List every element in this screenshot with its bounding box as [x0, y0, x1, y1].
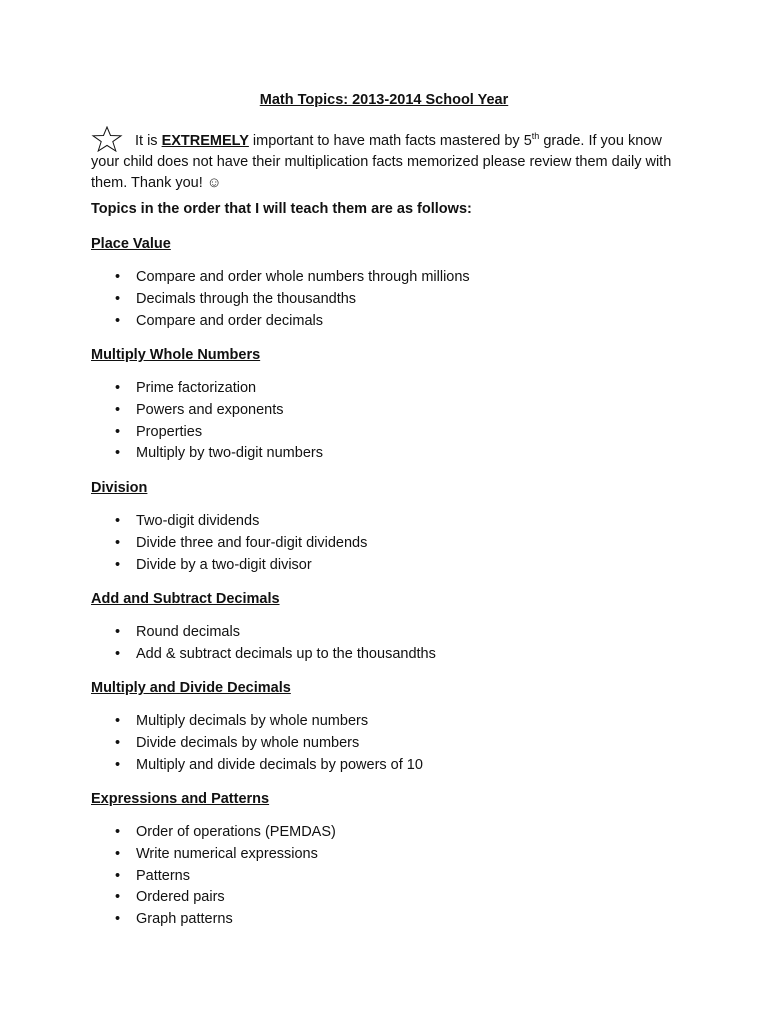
section-add-subtract-decimals [91, 590, 691, 666]
list-item-text: Decimals through the thousandths [136, 290, 357, 307]
bullet: • [115, 824, 121, 840]
list-item [91, 378, 691, 400]
section-heading: Place Value [91, 236, 171, 252]
section-place-value [91, 235, 691, 332]
bullet: • [115, 401, 121, 418]
section-heading: Multiply and Divide Decimals [91, 680, 291, 696]
section-heading: Add and Subtract Decimals [91, 591, 280, 607]
list-item-text: Ordered pairs [136, 889, 225, 906]
topics-intro: Topics in the order that I will teach them are as follows: [91, 201, 472, 217]
list-item-text: Properties [136, 423, 203, 440]
intro-text-part2: important to have math facts mastered by 5 [248, 133, 532, 149]
list-item [91, 711, 691, 733]
list-item [91, 267, 691, 289]
bullet: • [115, 423, 121, 440]
list-item [91, 511, 691, 533]
bullet: • [115, 312, 121, 329]
list-item-text: Patterns [136, 867, 190, 884]
bullet: • [115, 645, 121, 662]
list-item-text: Compare and order whole numbers through millions [136, 269, 470, 285]
section-list [91, 711, 691, 776]
list-item-text: Divide decimals by whole numbers [136, 734, 360, 751]
bullet: • [115, 534, 121, 551]
section-list [91, 511, 691, 576]
section-multiply-divide-decimals [91, 679, 691, 776]
bullet: • [115, 889, 121, 906]
intro-emphasis: EXTREMELY [161, 133, 249, 149]
bullet: • [115, 269, 121, 285]
list-item-text: Graph patterns [136, 911, 233, 928]
list-item [91, 289, 691, 311]
list-item [91, 755, 691, 777]
list-item [91, 533, 691, 555]
list-item [91, 422, 691, 444]
list-item-text: Divide three and four-digit dividends [136, 534, 368, 551]
bullet: • [115, 734, 121, 751]
section-expressions-patterns [91, 790, 691, 931]
star-icon [91, 126, 123, 152]
bullet: • [115, 756, 121, 773]
list-item-text: Round decimals [136, 624, 240, 640]
section-heading: Division [91, 480, 148, 496]
list-item [91, 443, 691, 465]
bullet: • [115, 624, 121, 640]
list-item-text: Divide by a two-digit divisor [136, 556, 312, 573]
list-item [91, 622, 691, 644]
list-item-text: Multiply and divide decimals by powers of 10 [136, 756, 423, 773]
list-item-text: Multiply decimals by whole numbers [136, 713, 369, 729]
list-item [91, 909, 691, 931]
list-item-text: Two-digit dividends [136, 513, 260, 529]
bullet: • [115, 445, 121, 462]
bullet: • [115, 380, 121, 396]
list-item [91, 822, 691, 844]
list-item [91, 887, 691, 909]
list-item-text: Order of operations (PEMDAS) [136, 824, 336, 840]
list-item [91, 844, 691, 866]
section-list [91, 267, 691, 332]
list-item [91, 311, 691, 333]
bullet: • [115, 911, 121, 928]
list-item-text: Add & subtract decimals up to the thousandths [136, 645, 436, 662]
bullet: • [115, 556, 121, 573]
section-multiply-whole-numbers [91, 346, 691, 465]
intro-paragraph [91, 126, 691, 193]
intro-text-part1: It is [135, 133, 162, 149]
list-item [91, 555, 691, 577]
list-item-text: Multiply by two-digit numbers [136, 445, 323, 462]
list-item [91, 733, 691, 755]
list-item-text: Powers and exponents [136, 401, 284, 418]
section-heading: Expressions and Patterns [91, 791, 270, 807]
section-list [91, 822, 691, 931]
page-title [0, 92, 768, 108]
list-item [91, 644, 691, 666]
bullet: • [115, 867, 121, 884]
section-list [91, 622, 691, 666]
list-item-text: Prime factorization [136, 380, 257, 396]
bullet: • [115, 290, 121, 307]
bullet: • [115, 845, 121, 862]
list-item [91, 400, 691, 422]
list-item-text: Write numerical expressions [136, 845, 318, 862]
list-item [91, 866, 691, 888]
bullet: • [115, 513, 121, 529]
intro-text-part3: grade. If you know your child does not have their multiplication facts memorized please review them daily with them. Thank you! ☺ [91, 133, 672, 191]
bullet: • [115, 713, 121, 729]
section-list [91, 378, 691, 465]
page-title-text: Math Topics: 2013-2014 School Year [259, 92, 509, 108]
intro-superscript: th [531, 131, 540, 142]
list-item-text: Compare and order decimals [136, 312, 323, 329]
section-division [91, 479, 691, 576]
section-heading: Multiply Whole Numbers [91, 347, 261, 363]
